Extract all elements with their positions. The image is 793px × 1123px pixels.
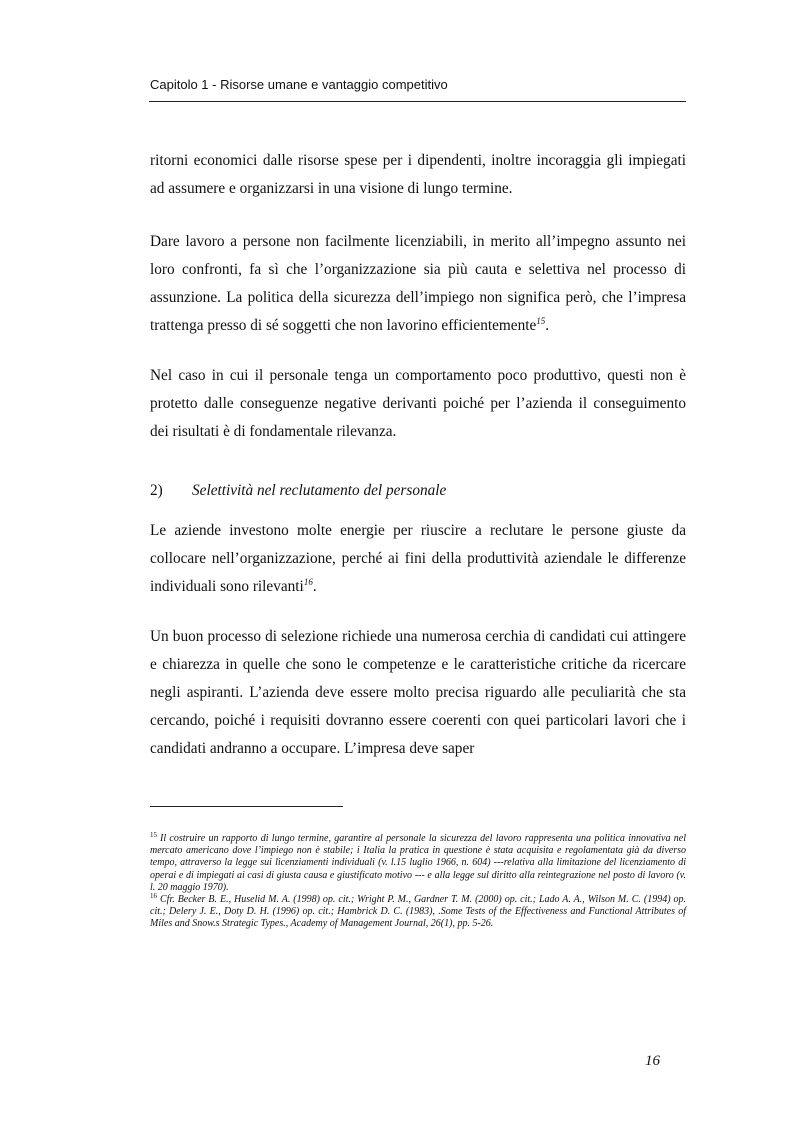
paragraph-text-end: .: [312, 578, 317, 595]
paragraph-text: Un buon processo di selezione richiede una numerosa cerchia di candidati cui attingere e chiarezza in quelle che sono le competenze e le caratteristiche critiche da ricercare negli aspiranti. L’azienda deve essere molto precisa riguardo alle peculiarità che sta cercando, poiché i requisiti dovranno essere coerenti con quei particolari lavori che i candidati andranno a occupare. L’impresa deve saper: [150, 628, 686, 757]
footnote-15: [150, 833, 686, 894]
footnotes: [150, 833, 686, 931]
section-heading: [150, 481, 686, 501]
paragraph-text: [150, 228, 686, 340]
paragraph-text: ritorni economici dalle risorse spese per i dipendenti, inoltre incoraggia gli impiegati ad assumere e organizzarsi in una visione di lungo termine.: [150, 152, 686, 197]
paragraph-text-main: Dare lavoro a persone non facilmente licenziabili, in merito all’impegno assunto nei loro confronti, fa sì che l’organizzazione sia più cauta e selettiva nel processo di assunzione. La politica della sicurezza dell’impiego non significa però, che l’impresa trattenga presso di sé soggetti che non lavorino efficientemente: [150, 233, 686, 334]
page-number: 16: [645, 1053, 660, 1069]
footnote-number: 15: [150, 831, 157, 839]
paragraph-text-main: Le aziende investono molte energie per riuscire a reclutare le persone giuste da collocare nell’organizzazione, perché ai fini della produttività aziendale le differenze individuali sono rilevanti: [150, 522, 686, 595]
footnote-number: 16: [150, 892, 157, 901]
footnote-text: Il costruire un rapporto di lungo termine, garantire al personale la sicurezza del lavoro rappresenta una politica innovativa nel mercato americano dove l’impiego non è stabile; i Italia la pratica in questione è stata acquisita e regolamentata già da diverso tempo, attraverso la legge sui licenziamenti individuali (v. l.15 luglio 1966, n. 604) ---relativa alla limitazione del licenziamento di operai e di impiegati ai casi di giusta causa e giustificato motivo --- e alla legge sul diritto alla reintegrazione nel posto di lavoro (v. l. 20 maggio 1970).: [150, 833, 686, 893]
section-title: Selettività nel reclutamento del personale: [192, 482, 447, 499]
body-paragraph-2: [150, 228, 686, 340]
footnote-reference-15[interactable]: 15: [536, 316, 546, 326]
body-paragraph-3: [150, 362, 686, 446]
footnote-separator: [150, 806, 343, 807]
paragraph-text-end: .: [545, 317, 550, 334]
footnote-reference-16[interactable]: 16: [303, 577, 313, 587]
running-header: Capitolo 1 - Risorse umane e vantaggio competitivo: [150, 77, 448, 92]
paragraph-text: Nel caso in cui il personale tenga un comportamento poco produttivo, questi non è protetto dalle conseguenze negative derivanti poiché per l’azienda il conseguimento dei risultati è di fondamentale rilevanza.: [150, 367, 686, 440]
footnote-text: Cfr. Becker B. E., Huselid M. A. (1998) op. cit.; Wright P. M., Gardner T. M. (2000) op. cit.; Lado A. A., Wilson M. C. (1994) op. cit.; Delery J. E., Doty D. H. (1996) op. cit.; Hambrick D. C. (1983), .Some Tests of the Effectiveness and Functional Attributes of Miles and Snow.s Strategic Types., Academy of Management Journal, 26(1), pp. 5-26.: [150, 894, 686, 930]
footnote-16: [150, 894, 686, 931]
header-divider: [149, 101, 686, 102]
body-paragraph-1: [150, 147, 686, 203]
section-number: 2): [150, 482, 163, 499]
body-paragraph-4: [150, 517, 686, 601]
paragraph-text: [150, 517, 686, 601]
body-paragraph-5: [150, 623, 686, 763]
